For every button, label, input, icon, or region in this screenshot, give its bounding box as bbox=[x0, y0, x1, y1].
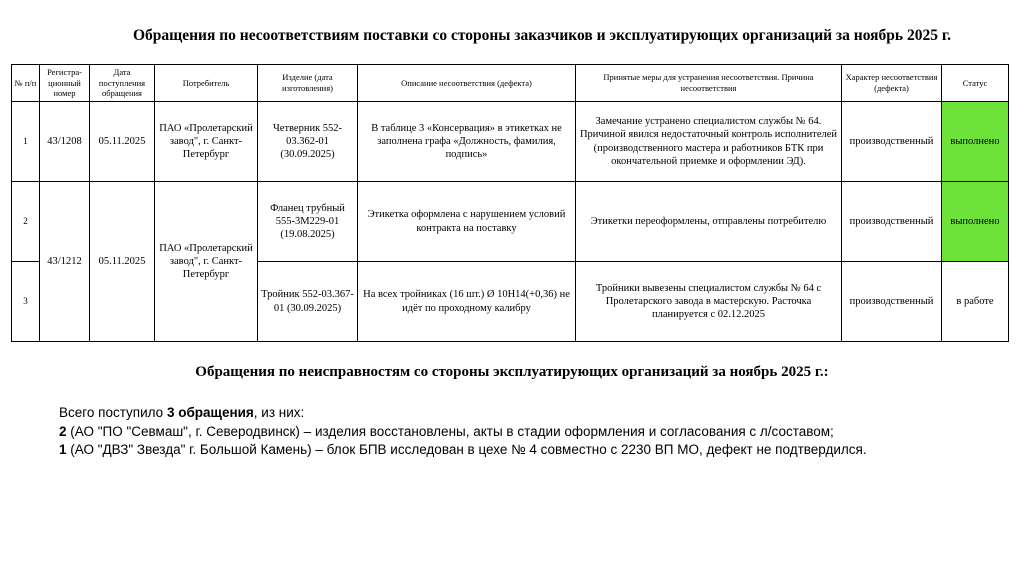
row-num: 3 bbox=[12, 262, 40, 342]
summary-line-zvezda bbox=[59, 441, 999, 460]
summary-line-sevmash bbox=[59, 423, 999, 442]
table-row bbox=[12, 182, 1009, 262]
row-measures: Этикетки переоформлены, отправлены потребителю bbox=[576, 182, 842, 262]
row-character: производственный bbox=[842, 262, 942, 342]
summary-zvezda-text: (АО "ДВЗ" Звезда" г. Большой Камень) – блок БПВ исследован в цехе № 4 совместно с 2230 ВП МО, дефект не подтвердился. bbox=[66, 442, 867, 457]
header-measures: Принятые меры для устранения несоответствия. Причина несоответствия bbox=[576, 65, 842, 102]
header-character: Характер несоответствия (дефекта) bbox=[842, 65, 942, 102]
header-date: Дата поступления обращения bbox=[90, 65, 155, 102]
header-status: Статус bbox=[942, 65, 1009, 102]
row-date: 05.11.2025 bbox=[90, 182, 155, 342]
summary-sevmash-text: (АО "ПО "Севмаш", г. Северодвинск) – изделия восстановлены, акты в стадии оформления и согласования с л/составом; bbox=[66, 423, 834, 439]
summary-zvezda-count: 1 bbox=[59, 442, 67, 457]
summary-total-count: 3 обращения bbox=[166, 405, 254, 420]
row-status: выполнено bbox=[942, 182, 1009, 262]
header-product: Изделие (дата изготовления) bbox=[258, 65, 358, 102]
row-consumer: ПАО «Пролетарский завод", г. Санкт-Петербург bbox=[155, 182, 258, 342]
row-measures: Замечание устранено специалистом службы № 64. Причиной явился недостаточный контроль исполнителей (производственного мастера и работников БТК при окончательной приемке и оформлении ЭД). bbox=[576, 102, 842, 182]
header-reg: Регистра-ционный номер bbox=[40, 65, 90, 102]
row-consumer: ПАО «Пролетарский завод", г. Санкт-Петербург bbox=[155, 102, 258, 182]
summary-total-pre: Всего поступило bbox=[59, 405, 167, 420]
row-reg: 43/1208 bbox=[40, 102, 90, 182]
summary-block bbox=[59, 404, 999, 460]
row-measures: Тройники вывезены специалистом службы № 64 с Пролетарского завода в мастерскую. Расточка планируется с 02.12.2025 bbox=[576, 262, 842, 342]
row-product: Фланец трубный 555-3М229-01 (19.08.2025) bbox=[258, 182, 358, 262]
row-num: 2 bbox=[12, 182, 40, 262]
header-consumer: Потребитель bbox=[155, 65, 258, 102]
row-character: производственный bbox=[842, 102, 942, 182]
row-character: производственный bbox=[842, 182, 942, 262]
summary-sevmash-count: 2 bbox=[59, 423, 67, 439]
row-product: Тройник 552-03.367-01 (30.09.2025) bbox=[258, 262, 358, 342]
row-defect: На всех тройниках (16 шт.) Ø 10Н14(+0,36) не идёт по проходному калибру bbox=[358, 262, 576, 342]
table-row bbox=[12, 102, 1009, 182]
header-defect: Описание несоответствия (дефекта) bbox=[358, 65, 576, 102]
row-status: выполнено bbox=[942, 102, 1009, 182]
row-date: 05.11.2025 bbox=[90, 102, 155, 182]
table-header-row bbox=[12, 65, 1009, 102]
row-reg: 43/1212 bbox=[40, 182, 90, 342]
row-product: Четверник 552-03.362-01 (30.09.2025) bbox=[258, 102, 358, 182]
summary-line-total bbox=[59, 404, 999, 423]
header-num: № п/п bbox=[12, 65, 40, 102]
row-num: 1 bbox=[12, 102, 40, 182]
row-defect: В таблице 3 «Консервация» в этикетках не заполнена графа «Должность, фамилия, подпись» bbox=[358, 102, 576, 182]
row-defect: Этикетка оформлена с нарушением условий контракта на поставку bbox=[358, 182, 576, 262]
summary-total-post: , из них: bbox=[253, 405, 305, 420]
row-status: в работе bbox=[942, 262, 1009, 342]
nonconformity-table bbox=[11, 64, 1009, 342]
section-title: Обращения по неисправностям со стороны эксплуатирующих организаций за ноябрь 2025 г.: bbox=[195, 364, 829, 380]
page-title: Обращения по несоответствиям поставки со стороны заказчиков и эксплуатирующих организаций за ноябрь 2025 г. bbox=[132, 27, 952, 44]
